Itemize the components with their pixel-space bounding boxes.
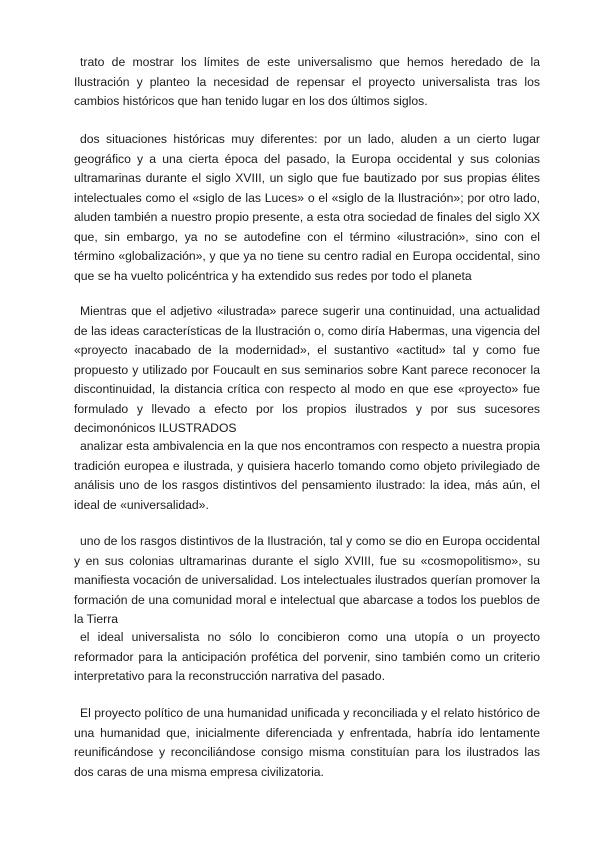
paragraph-4: analizar esta ambivalencia en la que nos encontramos con respecto a nuestra propia tradición europea e ilustrada, y quisiera hacerlo tomando como objeto privilegiado de análisis uno de los rasgos distintivos del pensamiento ilustrado: la idea, más aún, el ideal de «universalidad». — [74, 439, 540, 512]
paragraph-3: Mientras que el adjetivo «ilustrada» parece sugerir una continuidad, una actualidad de las ideas características de la Ilustración o, como diría Habermas, una vigencia del «proyecto inacabado de la modernidad», el sustantivo «actitud» tal y como fue propuesto y utilizado por Foucault en sus seminarios sobre Kant parece reconocer la discontinuidad, la distancia crítica con respecto al modo en que ese «proyecto» fue formulado y llevado a efecto por los propios ilustrados y por sus sucesores decimonónicos ILUSTRADOS — [74, 304, 540, 435]
paragraph-2: dos situaciones históricas muy diferentes: por un lado, aluden a un cierto lugar geográfico y a una cierta época del pasado, la Europa occidental y sus colonias ultramarinas durante el siglo XVIII, un siglo que fue bautizado por sus propias élites intelectuales como el «siglo de las Luces» o el «siglo de la Ilustración»; por otro lado, aluden también a nuestro propio presente, a esta otra sociedad de finales del siglo XX que, sin embargo, ya no se autodefine con el término «ilustración», sino con el término «globalización», y que ya no tiene su centro radial en Europa occidental, sino que se ha vuelto policéntrica y ha extendido sus redes por todo el planeta — [74, 132, 540, 283]
paragraph-7: El proyecto político de una humanidad unificada y reconciliada y el relato histórico de una humanidad que, inicialmente diferenciada y enfrentada, habría ido lentamente reunificándose y reconciliándose consigo misma constituían para los ilustrados las dos caras de una misma empresa civilizatoria. — [74, 706, 540, 779]
paragraph-1: trato de mostrar los límites de este universalismo que hemos heredado de la Ilustración y planteo la necesidad de repensar el proyecto universalista tras los cambios históricos que han tenido lugar en los dos últimos siglos. — [74, 55, 540, 108]
paragraph-5: uno de los rasgos distintivos de la Ilustración, tal y como se dio en Europa occidental y en sus colonias ultramarinas durante el siglo XVIII, fue su «cosmopolitismo», su manifiesta vocación de universalidad. Los intelectuales ilustrados querían promover la formación de una comunidad moral e intelectual que abarcase a todos los pueblos de la Tierra — [74, 534, 540, 626]
paragraph-6: el ideal universalista no sólo lo concibieron como una utopía o un proyecto reformador para la anticipación profética del porvenir, sino también como un criterio interpretativo para la reconstrucción narrativa del pasado. — [74, 630, 540, 683]
